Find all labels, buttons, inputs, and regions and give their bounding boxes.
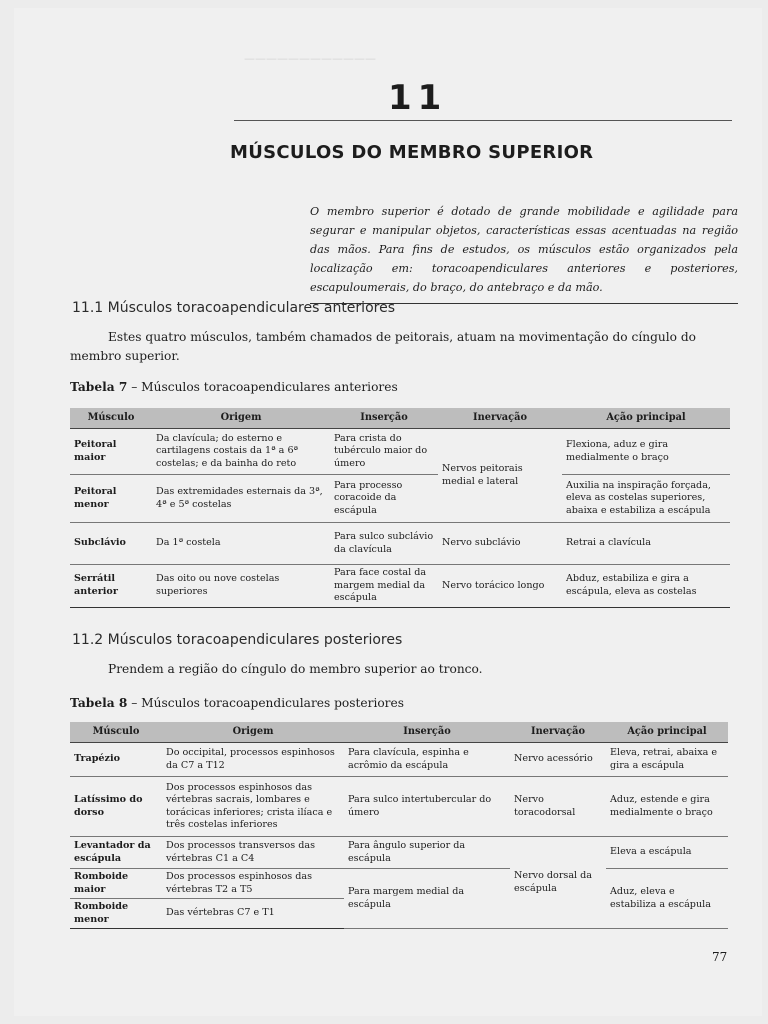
table-header-row [70, 408, 730, 429]
table-row [70, 475, 730, 523]
cell-origem: Das extremidades esternais da 3ª, 4ª e 5ª costelas [152, 475, 330, 523]
cell-origem: Dos processos espinhosos das vértebras T2 a T5 [162, 869, 344, 899]
cell-origem: Das oito ou nove costelas superiores [152, 565, 330, 608]
cell-inervacao: Nervo acessório [510, 743, 606, 777]
cell-musculo: Romboide menor [70, 899, 162, 929]
header-origem: Origem [162, 722, 344, 743]
table-row [70, 743, 728, 777]
cell-acao: Abduz, estabiliza e gira a escápula, eleva as costelas [562, 565, 730, 608]
cell-acao: Retrai a clavícula [562, 523, 730, 565]
cell-origem: Da 1ª costela [152, 523, 330, 565]
cell-musculo: Peitoral menor [70, 475, 152, 523]
cell-inervacao-shared: Nervo dorsal da escápula [510, 837, 606, 929]
table-7-caption [70, 380, 398, 394]
cell-inervacao-shared: Nervos peitorais medial e lateral [438, 429, 562, 523]
table-7-caption-text: – Músculos toracoapendiculares anteriores [127, 380, 398, 394]
cell-insercao: Para sulco intertubercular do úmero [344, 777, 510, 837]
table-8-caption-text: – Músculos toracoapendiculares posteriores [127, 696, 404, 710]
table-row [70, 777, 728, 837]
cell-insercao: Para ângulo superior da escápula [344, 837, 510, 869]
page-number: 77 [712, 950, 728, 964]
cell-insercao: Para crista do tubérculo maior do úmero [330, 429, 438, 475]
header-insercao: Inserção [330, 408, 438, 429]
cell-musculo: Romboide maior [70, 869, 162, 899]
cell-acao: Flexiona, aduz e gira medialmente o braço [562, 429, 730, 475]
cell-inervacao: Nervo toracodorsal [510, 777, 606, 837]
header-inervacao: Inervação [510, 722, 606, 743]
cell-acao: Eleva a escápula [606, 837, 728, 869]
cell-musculo: Trapézio [70, 743, 162, 777]
table-row [70, 429, 730, 475]
section-1-text: Estes quatro músculos, também chamados de peitorais, atuam na movimentação do cíngulo do membro superior. [70, 330, 696, 363]
cell-acao: Eleva, retrai, abaixa e gira a escápula [606, 743, 728, 777]
table-7-label: Tabela 7 [70, 380, 128, 394]
table-header-row [70, 722, 728, 743]
cell-acao: Aduz, estende e gira medialmente o braço [606, 777, 728, 837]
cell-musculo: Latíssimo do dorso [70, 777, 162, 837]
table-7 [70, 408, 730, 608]
cell-insercao: Para face costal da margem medial da escápula [330, 565, 438, 608]
table-row [70, 869, 728, 899]
header-inervacao: Inervação [438, 408, 562, 429]
cell-origem: Dos processos transversos das vértebras C1 a C4 [162, 837, 344, 869]
cell-origem: Das vértebras C7 e T1 [162, 899, 344, 929]
header-acao: Ação principal [562, 408, 730, 429]
header-musculo: Músculo [70, 408, 152, 429]
book-page [14, 8, 762, 1016]
section-2-text: Prendem a região do cíngulo do membro superior ao tronco. [108, 662, 483, 676]
table-row [70, 565, 730, 608]
chapter-intro: O membro superior é dotado de grande mobilidade e agilidade para segurar e manipular objetos, características essas acentuadas na região das mãos. Para fins de estudos, os músculos estão organizados pela localização em: toracoapendiculares anteriores e posteriores, escapuloumerais, do braço, do antebraço e da mão. [310, 202, 738, 304]
cell-insercao: Para clavícula, espinha e acrômio da escápula [344, 743, 510, 777]
header-insercao: Inserção [344, 722, 510, 743]
cell-musculo: Levantador da escápula [70, 837, 162, 869]
cell-inervacao: Nervo subclávio [438, 523, 562, 565]
table-8 [70, 722, 728, 929]
chapter-title: MÚSCULOS DO MEMBRO SUPERIOR [230, 142, 594, 163]
cell-insercao: Para processo coracoide da escápula [330, 475, 438, 523]
cell-insercao-shared: Para margem medial da escápula [344, 869, 510, 929]
cell-musculo: Peitoral maior [70, 429, 152, 475]
cell-insercao: Para sulco subclávio da clavícula [330, 523, 438, 565]
cell-acao: Auxilia na inspiração forçada, eleva as costelas superiores, abaixa e estabiliza a escápula [562, 475, 730, 523]
table-row [70, 523, 730, 565]
header-origem: Origem [152, 408, 330, 429]
header-acao: Ação principal [606, 722, 728, 743]
section-1-title: 11.1 Músculos toracoapendiculares anteriores [72, 300, 395, 316]
cell-inervacao: Nervo torácico longo [438, 565, 562, 608]
cell-musculo: Serrátil anterior [70, 565, 152, 608]
section-2-title: 11.2 Músculos toracoapendiculares posteriores [72, 632, 403, 648]
cell-origem: Da clavícula; do esterno e cartilagens costais da 1ª a 6ª costelas; e da bainha do reto [152, 429, 330, 475]
bleed-through-text: ———————————— [244, 52, 376, 65]
table-8-label: Tabela 8 [70, 696, 128, 710]
cell-musculo: Subclávio [70, 523, 152, 565]
chapter-number: 11 [388, 78, 448, 118]
cell-origem: Dos processos espinhosos das vértebras sacrais, lombares e torácicas inferiores; crista ilíaca e três costelas inferiores [162, 777, 344, 837]
cell-origem: Do occipital, processos espinhosos da C7 a T12 [162, 743, 344, 777]
table-8-caption [70, 696, 404, 710]
chapter-rule [234, 120, 732, 121]
cell-acao-shared: Aduz, eleva e estabiliza a escápula [606, 869, 728, 929]
header-musculo: Músculo [70, 722, 162, 743]
table-row [70, 837, 728, 869]
